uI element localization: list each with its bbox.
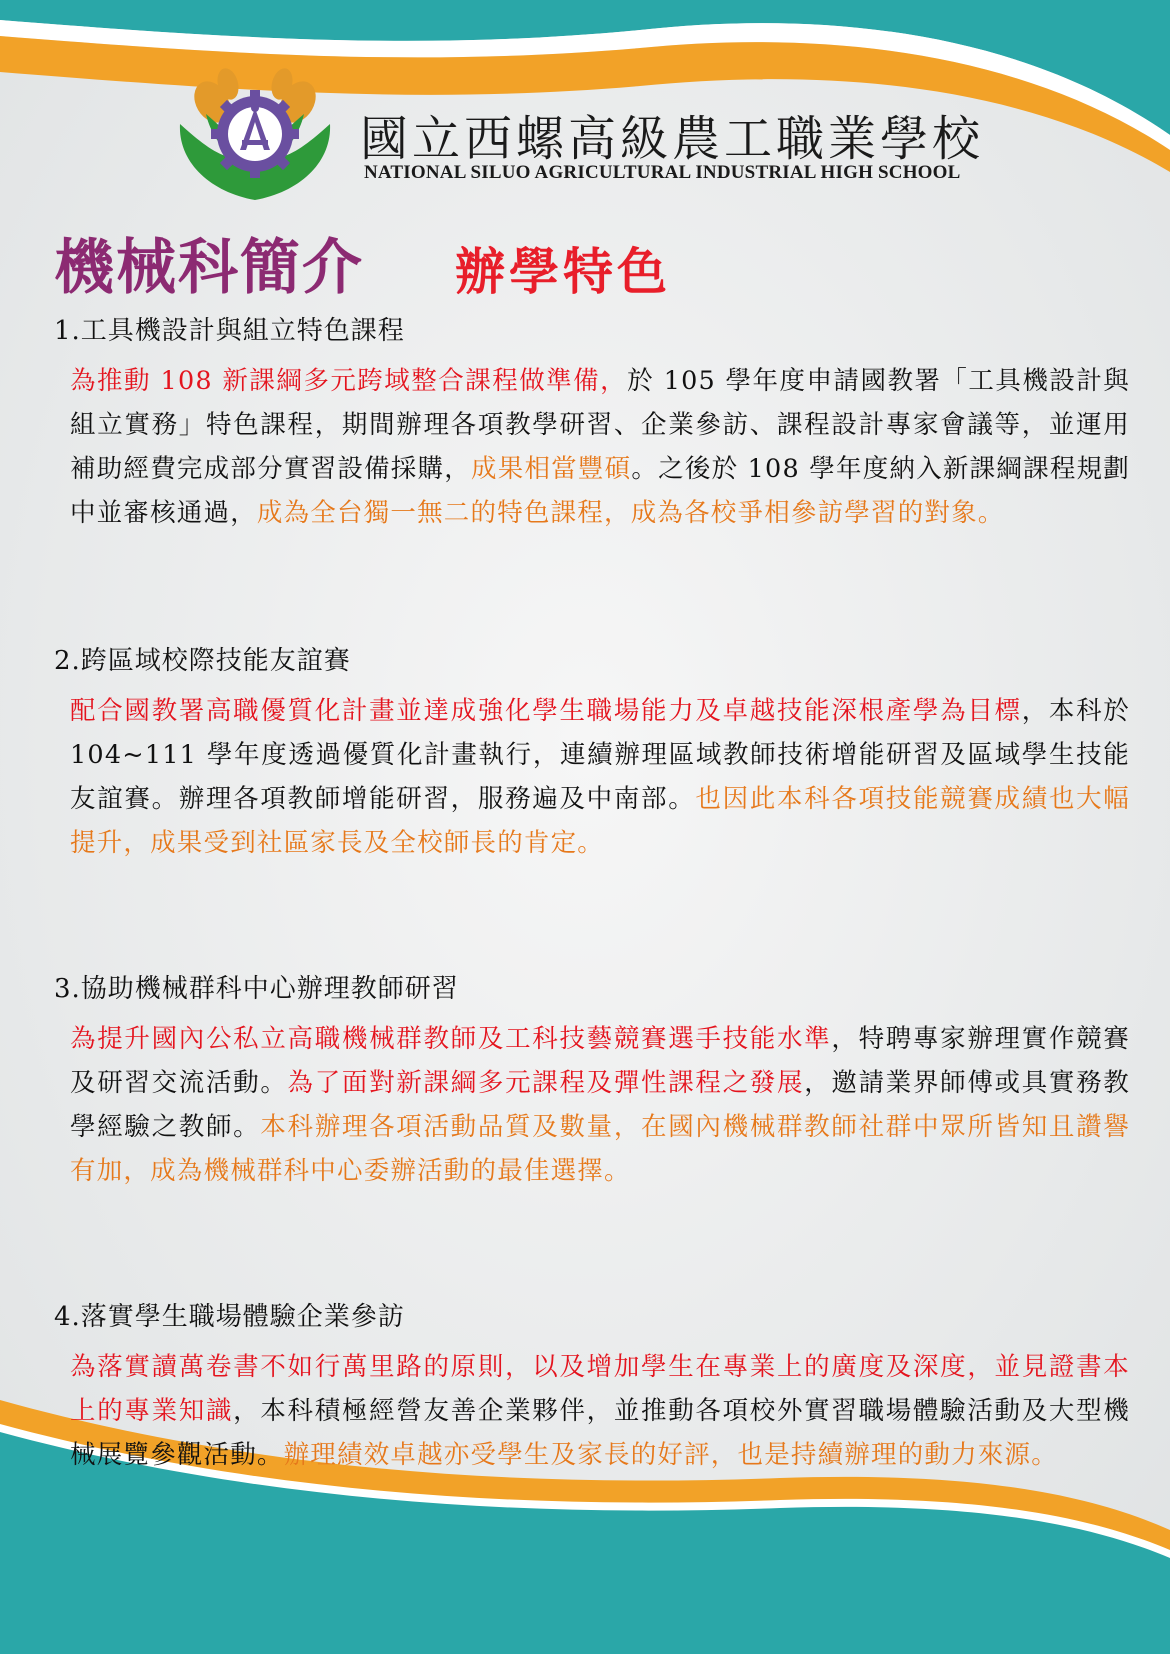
school-name-english: NATIONAL SILUO AGRICULTURAL INDUSTRIAL HIGH SCHOOL: [364, 162, 961, 183]
text-segment: 成果相當豐碩: [470, 454, 632, 484]
text-segment: 也因此本科各項技能競賽成績也大幅提升，成果受到社區家長及全校師長的肯定。: [70, 784, 1130, 858]
text-segment: 。之後於 108 學年度納入新課綱課程規劃中並審核通過，: [70, 454, 1130, 528]
section-body: [70, 1345, 1130, 1477]
section-body: [70, 689, 1130, 865]
text-segment: 本科辦理各項活動品質及數量，在國內機械群教師社群中眾所皆知且讚譽有加，成為機械群科中心委辦活動的最佳選擇。: [70, 1112, 1130, 1186]
text-segment: 為推動 108 新課綱多元跨域整合課程做準備，: [70, 366, 628, 396]
text-segment: 於 105 學年度申請國教署「工具機設計與組立實務」特色課程，期間辦理各項教學研習、企業參訪、課程設計專家會議等，並運用補助經費完成部分實習設備採購，: [70, 366, 1130, 484]
text-segment: ，本科積極經營友善企業夥伴，並推動各項校外實習職場體驗活動及大型機械展覽參觀活動。: [70, 1396, 1130, 1470]
section-4: [54, 1296, 1134, 1477]
text-segment: 為提升國內公私立高職機械群教師及工科技藝競賽選手技能水準: [70, 1024, 832, 1054]
section-heading: 2.跨區域校際技能友誼賽: [54, 646, 351, 676]
text-segment: 為落實讀萬卷書不如行萬里路的原則，以及增加學生在專業上的廣度及深度，並見證書本上的專業知識: [70, 1352, 1130, 1426]
section-heading: 3.協助機械群科中心辦理教師研習: [54, 974, 459, 1004]
section-1: [54, 310, 1134, 535]
school-header: [170, 62, 1010, 212]
text-segment: ，特聘專家辦理實作競賽及研習交流活動。: [70, 1024, 1130, 1098]
text-segment: 成為全台獨一無二的特色課程，成為各校爭相參訪學習的對象。: [256, 498, 1005, 528]
text-segment: 配合國教署高職優質化計畫並達成強化學生職場能力及卓越技能深根產學為目標: [70, 696, 1022, 726]
text-segment: 辦理績效卓越亦受學生及家長的好評，也是持續辦理的動力來源。: [283, 1440, 1058, 1470]
text-segment: ，本科於 104~111 學年度透過優質化計畫執行，連續辦理區域教師技術增能研習及區域學生技能友誼賽。辦理各項教師增能研習，服務遍及中南部。: [70, 696, 1130, 814]
page-title: 機械科簡介: [54, 233, 364, 303]
school-emblem-icon: [170, 62, 340, 212]
section-body: [70, 359, 1130, 535]
school-name-chinese: 國立西螺高級農工職業學校: [360, 111, 985, 167]
section-heading: 1.工具機設計與組立特色課程: [54, 316, 405, 346]
text-segment: 為了面對新課綱多元課程及彈性課程之發展: [287, 1068, 805, 1098]
section-heading: 4.落實學生職場體驗企業參訪: [54, 1302, 405, 1332]
text-segment: ，邀請業界師傅或具實務教學經驗之教師。: [70, 1068, 1130, 1142]
section-body: [70, 1017, 1130, 1193]
section-3: [54, 968, 1134, 1193]
section-2: [54, 640, 1134, 865]
page-subtitle: 辦學特色: [455, 242, 671, 301]
